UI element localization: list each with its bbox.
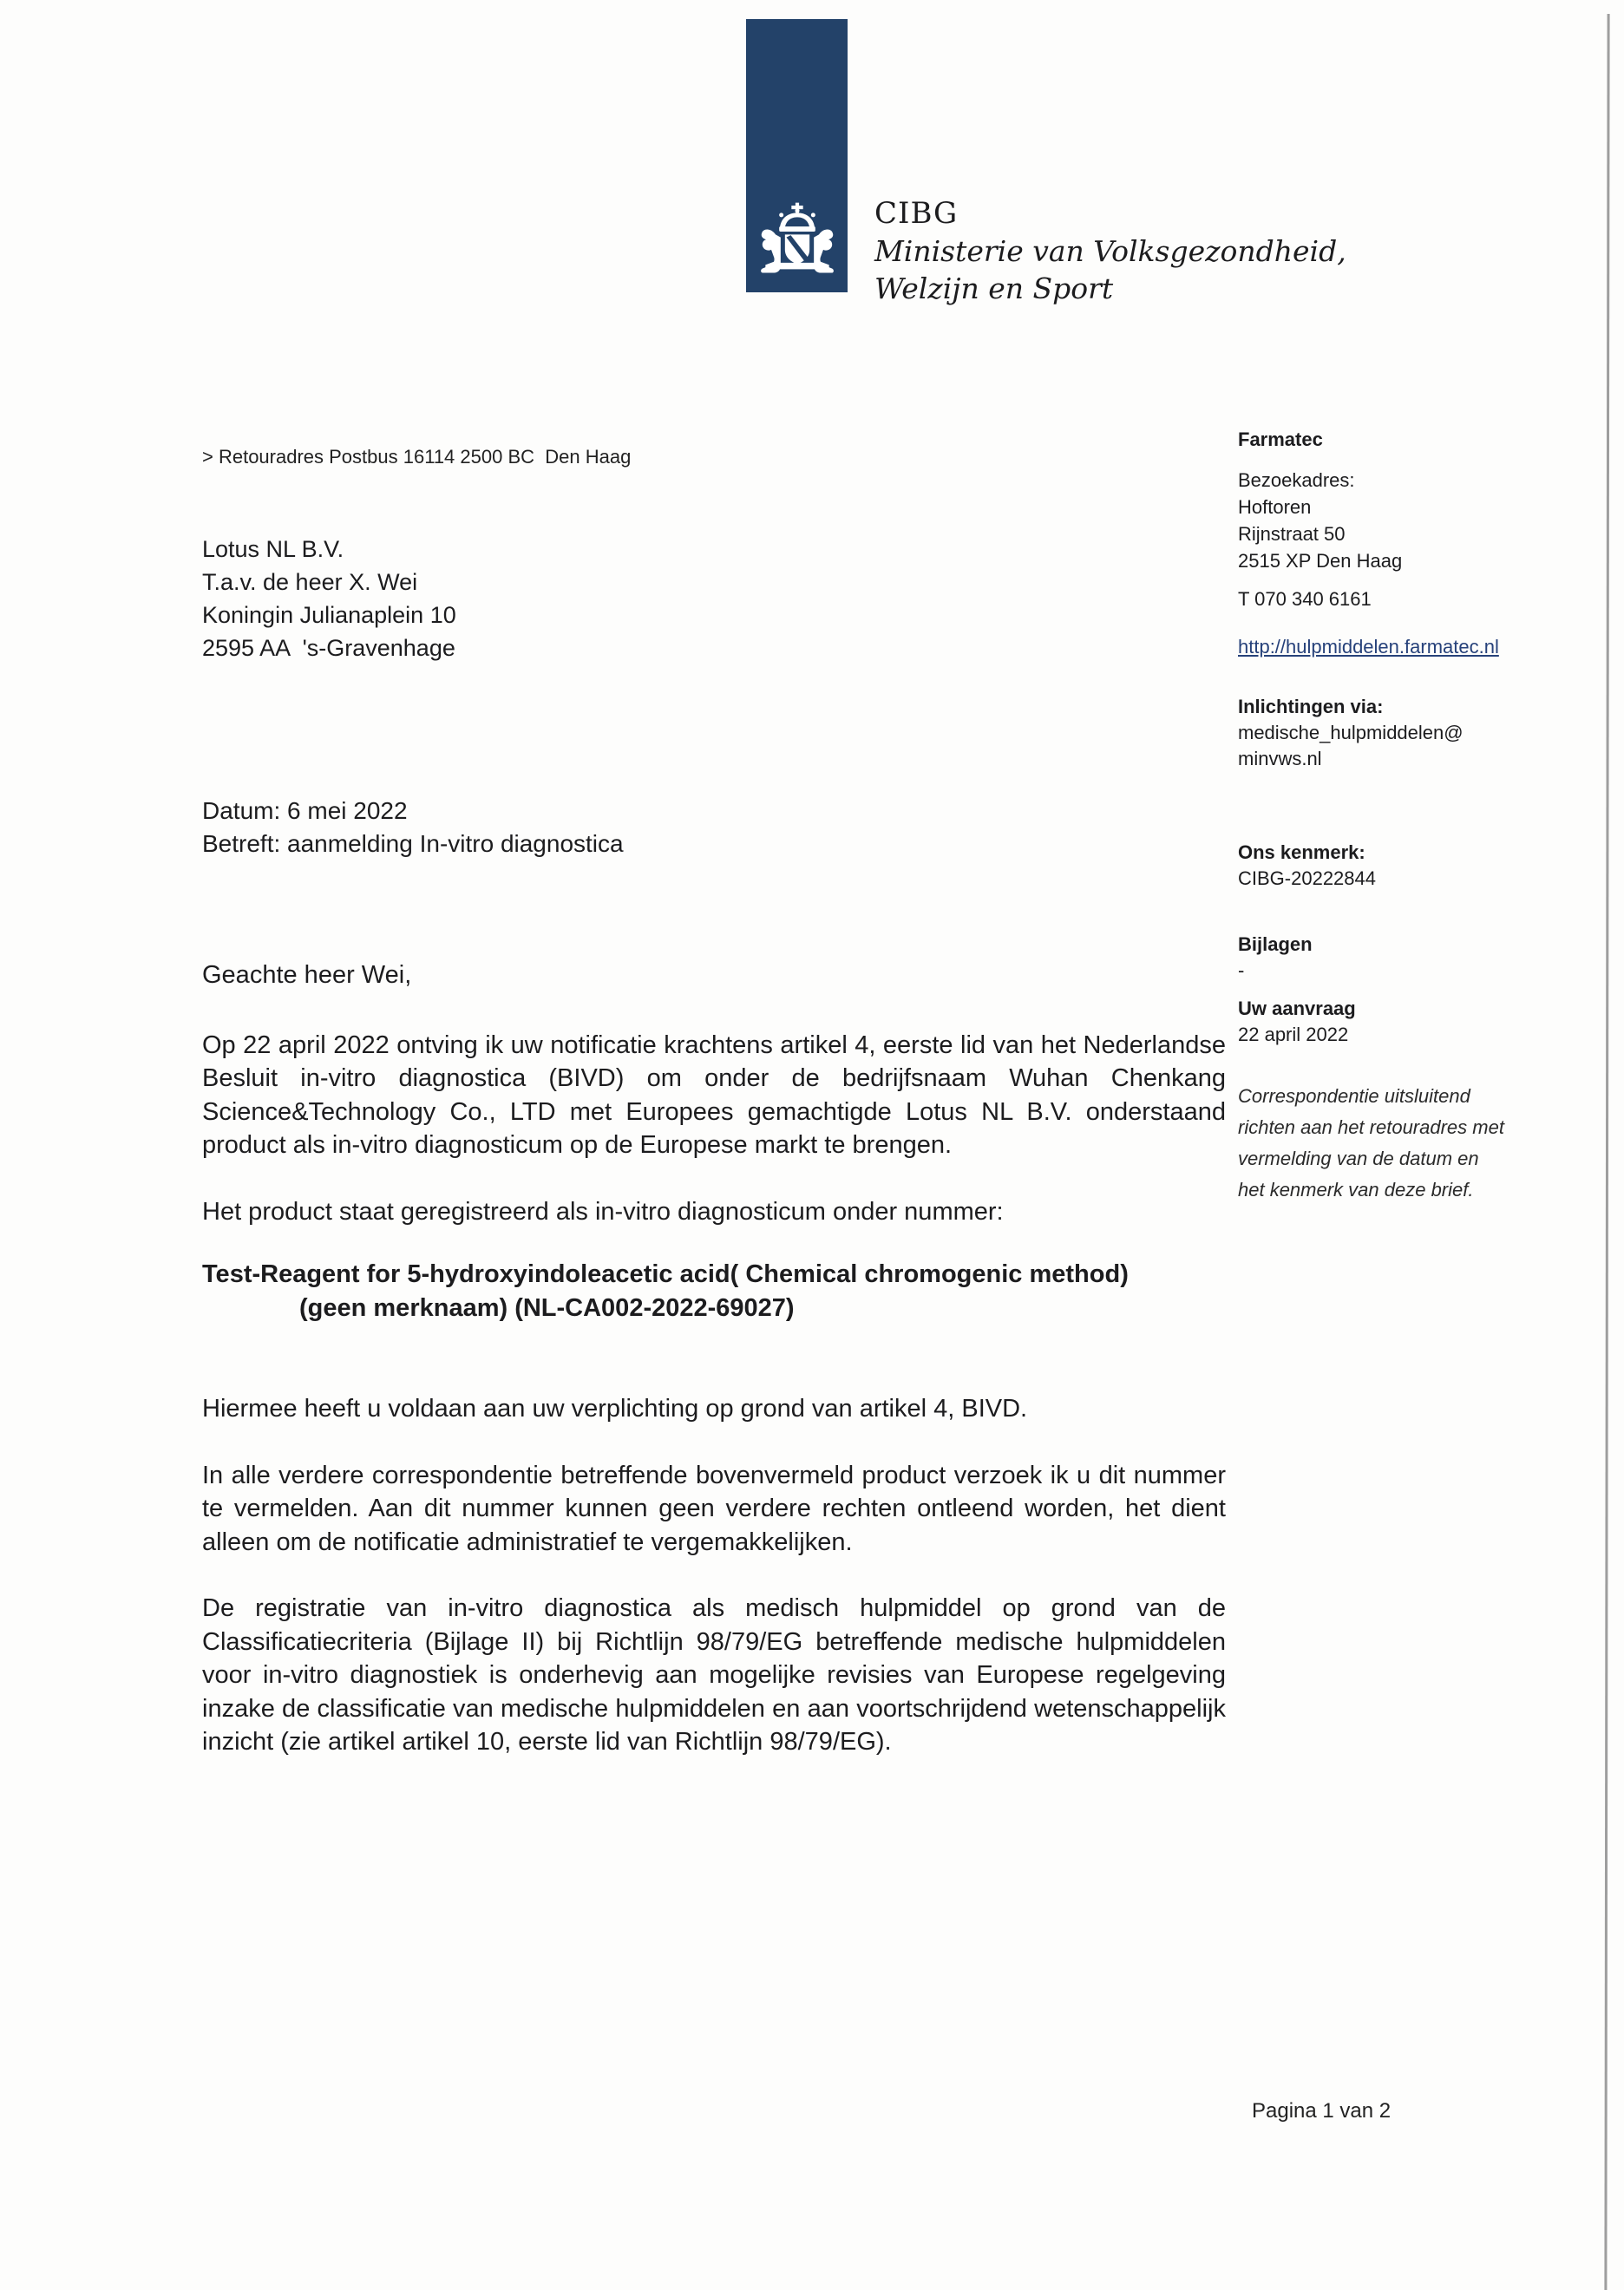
recipient-city: 2595 AA 's-Gravenhage (202, 635, 455, 661)
correspondence-note-line1: Correspondentie uitsluitend (1238, 1085, 1470, 1107)
visit-address-building: Hoftoren (1238, 496, 1312, 518)
inquiries-label: Inlichtingen via: (1238, 696, 1384, 717)
phone-number: T 070 340 6161 (1238, 588, 1372, 610)
page-indicator: Pagina 1 van 2 (1252, 2099, 1392, 2123)
rijksoverheid-logo-banner (746, 19, 848, 292)
attachments-value: - (1238, 959, 1245, 981)
correspondence-note-line4: het kenmerk van deze brief. (1238, 1179, 1474, 1201)
recipient-street: Koningin Julianaplein 10 (202, 602, 456, 628)
salutation: Geachte heer Wei, (202, 961, 412, 989)
paragraph-registration-note: De registratie van in-vitro diagnostica als medisch hulpmiddel op grond van de Classificatiecriteria (Bijlage II) bij Richtlijn 98/79/EG betreffende medische hulpmiddelen voor in-vitro diagnostiek is onderhevig aan mogelijke revisies van Europese regelgeving inzake de classificatie van medische hulpmiddelen en aan voortschrijdend wetenschappelijk inzicht (zie artikel artikel 10, eerste lid van Richtlijn 98/79/EG). (202, 1594, 1226, 1756)
attachments-block (1238, 932, 1542, 984)
reference-block (1238, 840, 1542, 892)
website-link[interactable]: http://hulpmiddelen.farmatec.nl (1238, 636, 1499, 658)
attachments-label: Bijlagen (1238, 933, 1313, 955)
ministry-name-line2: Welzijn en Sport (874, 272, 1114, 305)
sidebar-department: Farmatec (1238, 429, 1323, 450)
letter-meta (202, 795, 624, 860)
product-name: Test-Reagent for 5-hydroxyindoleacetic acid( Chemical chromogenic method) (202, 1260, 1129, 1288)
ministry-name-line1: Ministerie van Volksgezondheid, (874, 234, 1346, 268)
request-block (1238, 996, 1542, 1048)
paragraph-obligation: Hiermee heeft u voldaan aan uw verplichting op grond van artikel 4, BIVD. (202, 1395, 1028, 1423)
paragraph-correspondence: In alle verdere correspondentie betreffende bovenvermeld product verzoek ik u dit nummer te vermelden. Aan dit nummer kunnen geen verdere rechten ontleend worden, het dient alleen om de notificatie administratief te vergemakkelijken. (202, 1461, 1226, 1556)
visit-address-city: 2515 XP Den Haag (1238, 550, 1403, 572)
correspondence-note (1238, 1081, 1542, 1206)
correspondence-note-line3: vermelding van de datum en (1238, 1148, 1479, 1169)
request-label: Uw aanvraag (1238, 998, 1356, 1019)
inquiries-email-part2: minvws.nl (1238, 748, 1322, 769)
recipient-attn: T.a.v. de heer X. Wei (202, 569, 418, 595)
dutch-coat-of-arms-icon (754, 200, 841, 280)
request-value: 22 april 2022 (1238, 1024, 1349, 1045)
scan-artifact-line (1604, 14, 1609, 2290)
paragraph-registered-intro: Het product staat geregistreerd als in-vitro diagnosticum onder nummer: (202, 1197, 1004, 1226)
visit-address-street: Rijnstraat 50 (1238, 523, 1346, 545)
date-line: Datum: 6 mei 2022 (202, 797, 408, 824)
reference-label: Ons kenmerk: (1238, 841, 1365, 863)
letterhead-wordmark (874, 194, 1346, 307)
inquiries-block (1238, 694, 1542, 772)
letter-body (202, 959, 1226, 1759)
recipient-company: Lotus NL B.V. (202, 536, 344, 562)
correspondence-note-line2: richten aan het retouradres met (1238, 1116, 1504, 1138)
return-address: > Retouradres Postbus 16114 2500 BC Den Haag (202, 446, 632, 468)
product-registration-number: (geen merknaam) (NL-CA002-2022-69027) (299, 1293, 795, 1322)
paragraph-notification: Op 22 april 2022 ontving ik uw notificatie krachtens artikel 4, eerste lid van het Nederlandse Besluit in-vitro diagnostica (BIVD) om onder de bedrijfsnaam Wuhan Chenkang Science&Technology Co., LTD met Europees gemachtigde Lotus NL B.V. onderstaand product als in-vitro diagnosticum op de Europese markt te brengen. (202, 1030, 1226, 1159)
recipient-address (202, 533, 456, 664)
org-name: CIBG (874, 196, 959, 231)
inquiries-email-part1: medische_hulpmiddelen@ (1238, 722, 1464, 743)
subject-line: Betreft: aanmelding In-vitro diagnostica (202, 830, 624, 857)
reference-value: CIBG-20222844 (1238, 867, 1376, 889)
visit-address-label: Bezoekadres: (1238, 469, 1355, 491)
sidebar (1238, 427, 1542, 1206)
visit-address-block (1238, 467, 1542, 574)
